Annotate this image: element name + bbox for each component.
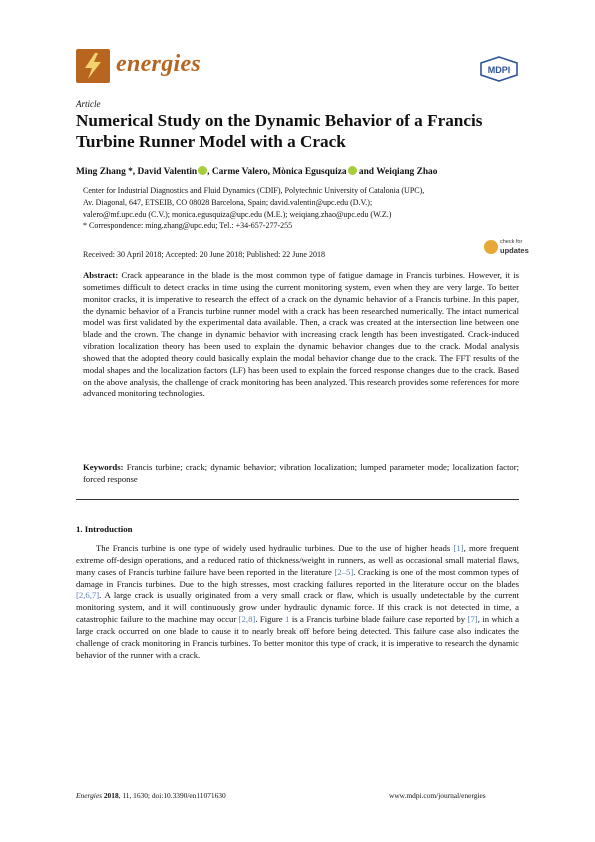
keywords-label: Keywords: — [83, 462, 124, 472]
orcid-icon[interactable] — [348, 166, 357, 175]
introduction-paragraph — [76, 543, 519, 661]
orcid-icon[interactable] — [198, 166, 207, 175]
publication-dates: Received: 30 April 2018; Accepted: 20 June 2018; Published: 22 June 2018 — [83, 250, 325, 259]
citation-footer — [76, 791, 226, 800]
affiliation-line: Center for Industrial Diagnostics and Fluid Dynamics (CDIF), Polytechnic University of Catalonia (UPC), — [83, 186, 425, 195]
affiliation-block — [83, 185, 523, 232]
paragraph-text: . Cracking is one of the most common types of damage in Francis turbines. Due to the high stresses, most cracking failures reported in the literature occur on the blades — [76, 566, 520, 589]
keywords — [83, 462, 519, 486]
author-name: Ming Zhang * — [76, 167, 133, 177]
check-for-label: check for — [500, 239, 523, 245]
mdpi-logo-text: MDPI — [487, 65, 511, 75]
keywords-text: Francis turbine; crack; dynamic behavior; vibration localization; lumped parameter mode; localization factor; forced response — [83, 462, 520, 484]
abstract — [83, 270, 519, 400]
paragraph-text: The Francis turbine is one type of widely used hydraulic turbines. Due to the use of higher heads — [96, 543, 454, 553]
abstract-text: Crack appearance in the blade is the most common type of fatigue damage in Francis turbines. However, it is sometimes difficult to detect cracks in time using the current monitoring system, even when they are very large. To better monitor cracks, it is imperative to research the effect of a crack on the dynamic behavior of a Francis turbine. In this paper, the dynamic behavior of a Francis turbine runner model with a crack has been researched numerically. The intact numerical model was first validated by the experimental data available. Then, a crack was created at the intersection line between one blade and the crown. The change in dynamic behavior with increasing crack length has been investigated. Crack-induced vibration localization theory has been used to explain the dynamic behavior changes due to the crack. Modal analysis showed that the adopted theory could basically explain the modal behavior change due to the crack. The FFT results of the modal shapes and the localization factors (LF) has been used to explain the forced response changes due to the crack. Based on the above analysis, the challenge of crack monitoring has been analyzed. This research provides some references for more advanced monitoring technologies. — [83, 270, 520, 399]
section-divider — [76, 499, 519, 500]
citation-link[interactable]: 1 — [285, 614, 290, 625]
lightning-icon — [76, 49, 110, 83]
citation-link[interactable]: [2–5] — [334, 566, 354, 577]
paragraph-text: . Figure — [255, 614, 286, 625]
article-type: Article — [76, 99, 101, 109]
introduction-body — [76, 543, 519, 661]
author-name: Mònica Egusquiza — [272, 167, 347, 177]
check-for-updates-badge[interactable] — [484, 238, 529, 260]
abstract-label: Abstract: — [83, 270, 119, 280]
article-title: Numerical Study on the Dynamic Behavior of a Francis Turbine Runner Model with a Crack — [76, 111, 483, 151]
refresh-icon — [484, 240, 498, 254]
citation-link[interactable]: [7] — [467, 614, 478, 625]
citation-year: 2018 — [103, 791, 119, 800]
author-name: Carme Valero — [211, 167, 268, 177]
paragraph-text: , more frequent extreme off-design operations, and a reduced ratio of thickness/weight in runners, as well as occasional small material flaws, many cases of Francis turbine failure have been reported in the literature — [76, 543, 519, 577]
paragraph-text: . A large crack is usually originated from a very small crack or flaw, which is usually undetectable by the current monitoring system, and it will continuously grow under hydraulic dynamic force. If this crack is not detected in time, a catastrophic failure to the machine may occur — [76, 590, 519, 625]
citation-link[interactable]: [2,8] — [238, 614, 256, 625]
affiliation-line: Av. Diagonal, 647, ETSEIB, CO 08028 Barcelona, Spain; david.valentin@upc.edu (D.V.); — [83, 197, 373, 207]
paragraph-text: is a Francis turbine blade failure case reported by — [289, 614, 468, 625]
citation-link[interactable]: [2,6,7] — [76, 590, 100, 601]
citation-link[interactable]: [1] — [453, 543, 464, 553]
updates-label: updates — [500, 246, 529, 255]
affiliation-line: valero@mf.upc.edu (C.V.); monica.egusquiza@upc.edu (M.E.); weiqiang.zhao@upc.edu (W.Z.) — [83, 209, 392, 219]
section-heading: 1. Introduction — [76, 524, 133, 534]
author-name: David Valentin — [137, 167, 198, 177]
citation-journal: Energies — [76, 791, 102, 800]
mdpi-logo — [478, 56, 520, 82]
journal-name: energies — [116, 51, 202, 77]
correspondence: * Correspondence: ming.zhang@upc.edu; Tel.: +34-657-277-255 — [83, 221, 293, 231]
journal-logo — [76, 49, 110, 83]
author-name: Weiqiang Zhao — [376, 167, 438, 177]
author-list: Ming Zhang *, David Valentin , Carme Valero, Mònica Egusquiza and Weiqiang Zhao — [76, 167, 438, 177]
journal-url[interactable]: www.mdpi.com/journal/energies — [389, 791, 486, 800]
citation-rest: , 11, 1630; doi:10.3390/en11071630 — [118, 791, 226, 800]
paragraph-text: , in which a large crack occurred on one blade to cause it to nearly break off before being detected. This failure case also indicates the challenge of crack monitoring in Francis turbines. To better monitor this type of crack, it is imperative to research the dynamic behavior of the runner with a crack. — [76, 614, 519, 660]
